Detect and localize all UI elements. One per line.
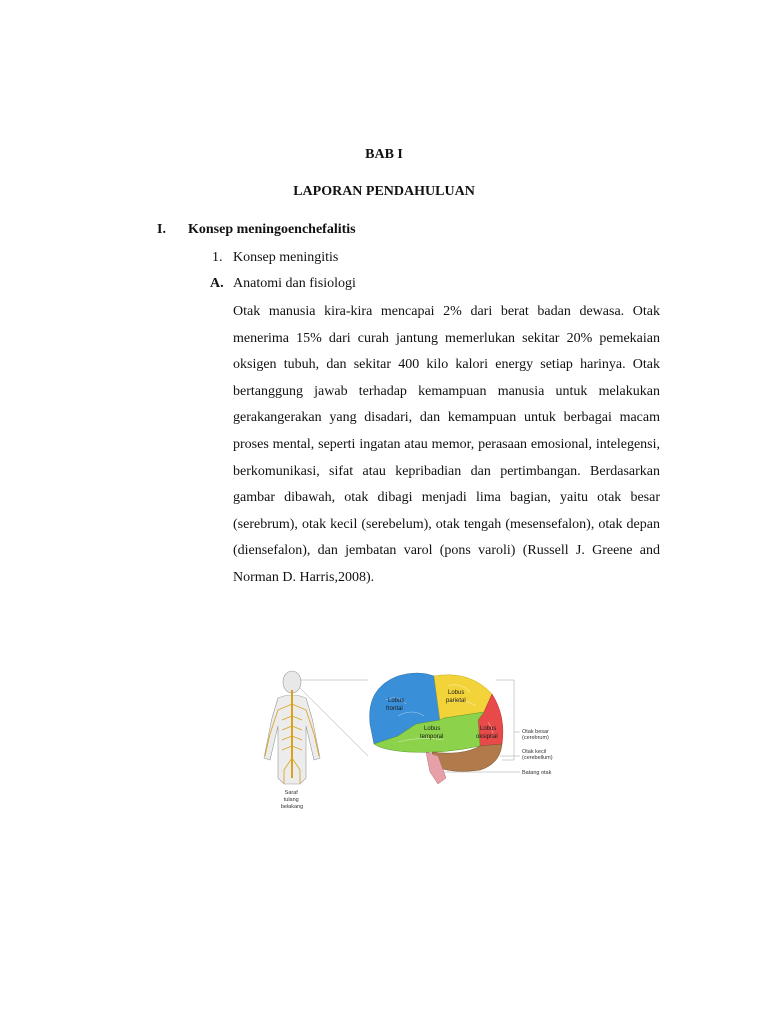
brain-anatomy-illustration	[248, 660, 574, 820]
cerebellum-callout: Otak kecil (cerebellum)	[522, 749, 553, 761]
body-paragraph: Otak manusia kira-kira mencapai 2% dari berat badan dewasa. Otak menerima 15% dari curah jantung memerlukan sekitar 20% pemekaian oksigen tubuh, dan sekitar 400 kilo kalori energy setiap harinya. Otak bertanggung jawab terhadap kemampuan manusia untuk melakukan gerakangerakan yang disadari, dan kemampuan untuk berbagai macam proses mental, seperti ingatan atau memor, perasaan emosional, intelegensi, berkomunikasi, sifat atau kepribadian dan pertimbangan. Berdasarkan gambar dibawah, otak dibagi menjadi lima bagian, yaitu otak besar (serebrum), otak kecil (serebelum), otak tengah (mesensefalon), otak depan (diensefalon), dan jembatan varol (pons varoli) (Russell J. Greene and Norman D. Harris,2008).	[233, 304, 660, 585]
brain-diagram	[370, 673, 553, 784]
document-title: LAPORAN PENDAHULUAN	[293, 184, 475, 199]
brainstem-callout: Batang otak	[522, 770, 552, 776]
subsubsection-number: A.	[210, 276, 224, 291]
subsection-title: Konsep meningitis	[233, 250, 339, 265]
temporal-lobe-label: Lobus temporal	[420, 726, 444, 740]
parietal-lobe-label: Lobus parietal	[446, 690, 466, 704]
human-body-figure	[264, 671, 368, 810]
subsubsection-title: Anatomi dan fisiologi	[233, 276, 356, 291]
chapter-heading: BAB I	[365, 147, 403, 162]
subsection-number: 1.	[212, 250, 223, 265]
cerebrum-callout: Otak besar (cerebrum)	[522, 729, 549, 741]
section-number: I.	[157, 222, 166, 237]
occipital-lobe-label: Lobus oksipital	[476, 726, 498, 740]
section-title: Konsep meningoenchefalitis	[188, 222, 356, 237]
anatomy-figure	[248, 660, 574, 820]
spinal-nerve-label: Saraf tulang belakang	[280, 790, 304, 810]
frontal-lobe-label: Lobus frontal	[386, 698, 405, 712]
